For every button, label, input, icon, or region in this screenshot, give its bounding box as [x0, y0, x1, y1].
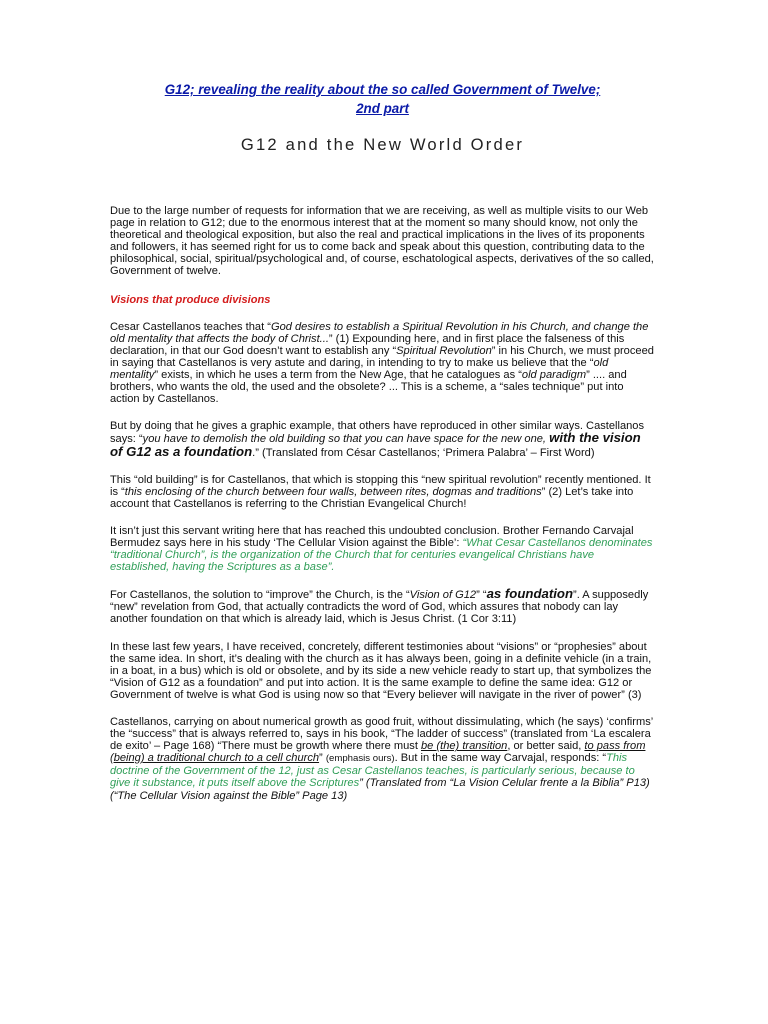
paragraph-numerical-growth: Castellanos, carrying on about numerical growth as good fruit, without dissimulating, which (he says) ‘confirms’ the “success” that is always referred to, says in his book, “The ladder of success” (translated from ‘La escalera de exito’ – Page 168) “There must be growth where there must be (the) transition, or better said, to pass from (being) a traditional church to a cell church” (emphasis ours). But in the same way Carvajal, responds: “This doctrine of the Government of the 12, just as Cesar Castellanos teaches, is particularly serious, because to give it substance, it puts itself above the Scriptures” (Translated from “La Vision Celular frente a la Biblia” P13) (“The Cellular Vision against the Bible” Page 13) — [110, 716, 653, 802]
document-title[interactable] — [110, 80, 655, 118]
paragraph-castellanos-teaches: Cesar Castellanos teaches that “God desires to establish a Spiritual Revolution in his Church, and change the old mentality that affects the body of Christ...” (1) Expounding here, and in first place the falseness of this declaration, in that our God doesn’t want to establish any “Spiritual Revolution” in his Church, we must proceed in saying that Castellanos is very astute and daring, in intending to try to make us believe that the “old mentality” exists, in which he uses a term from the New Age, that he catalogues as “old paradigm” .... and brothers, who wants the old, the used and the obsolete? ... This is a scheme, a “sales technique” put into action by Castellanos. — [110, 320, 654, 406]
intro-paragraph: Due to the large number of requests for information that we are receiving, as well as multiple visits to our Web page in relation to G12; due to the enormous interest that at the moment so many should know, not only the theoretical and theological exposition, but also the real and practical implications in the lives of its proponents and followers, it has seemed right for us to come back and speak about this question, contributing data to the philosophical, social, spiritual/psychological and, of course, eschatological aspects, derivatives of the so called, Government of twelve. — [110, 205, 654, 278]
paragraph-solution: For Castellanos, the solution to “improve” the Church, is the “Vision of G12” “as foundation”. A supposedly “new” revelation from God, that actually contradicts the word of God, which assures that nobody can lay another foundation on that which is already laid, which is Jesus Christ. (1 Cor 3:11) — [110, 586, 649, 626]
paragraph-carvajal: It isn’t just this servant writing here that has reached this undoubted conclusion. Brother Fernando Carvajal Bermudez says here in his study ‘The Cellular Vision against the Bible’: “What Cesar Castellanos denominates “traditional Church”, is the organization of the Church that for centuries evangelical Christians have established, having the Scriptures as a base”. — [110, 524, 653, 574]
document-subtitle: G12 and the New World Order — [240, 135, 525, 154]
title-line-2: 2nd part — [356, 101, 409, 116]
paragraph-old-building: This “old building” is for Castellanos, that which is stopping this “new spiritual revolution” recently mentioned. It is “this enclosing of the church between four walls, between rites, dogmas and traditions” (2) Let’s take into account that Castellanos is referring to the Christian Evangelical Church! — [110, 473, 651, 510]
title-line-1: G12; revealing the reality about the so called Government of Twelve; — [164, 82, 601, 97]
paragraph-testimonies: In these last few years, I have received, concretely, different testimonies about “visions” or “prophesies” about the same idea. In short, it’s dealing with the church as it has always been, going in a definite vehicle (in a train, in a boat, in a bus) which is old or obsolete, and by its side a new vehicle ready to start up, that symbolizes the “Vision of G12 as a foundation” and put into action. It is the same example to define the same idea: G12 or Government of twelve is what God is using now so that “Every believer will navigate in the river of power” (3) — [110, 640, 652, 701]
section-heading: Visions that produce divisions — [110, 293, 271, 306]
document-page — [110, 80, 655, 802]
paragraph-graphic-example: But by doing that he gives a graphic example, that others have reproduced in other similar ways. Castellanos says: “you have to demolish the old building so that you can have space for the new one, with the vision of G12 as a foundation.” (Translated from César Castellanos; ‘Primera Palabra’ – First Word) — [110, 420, 645, 459]
